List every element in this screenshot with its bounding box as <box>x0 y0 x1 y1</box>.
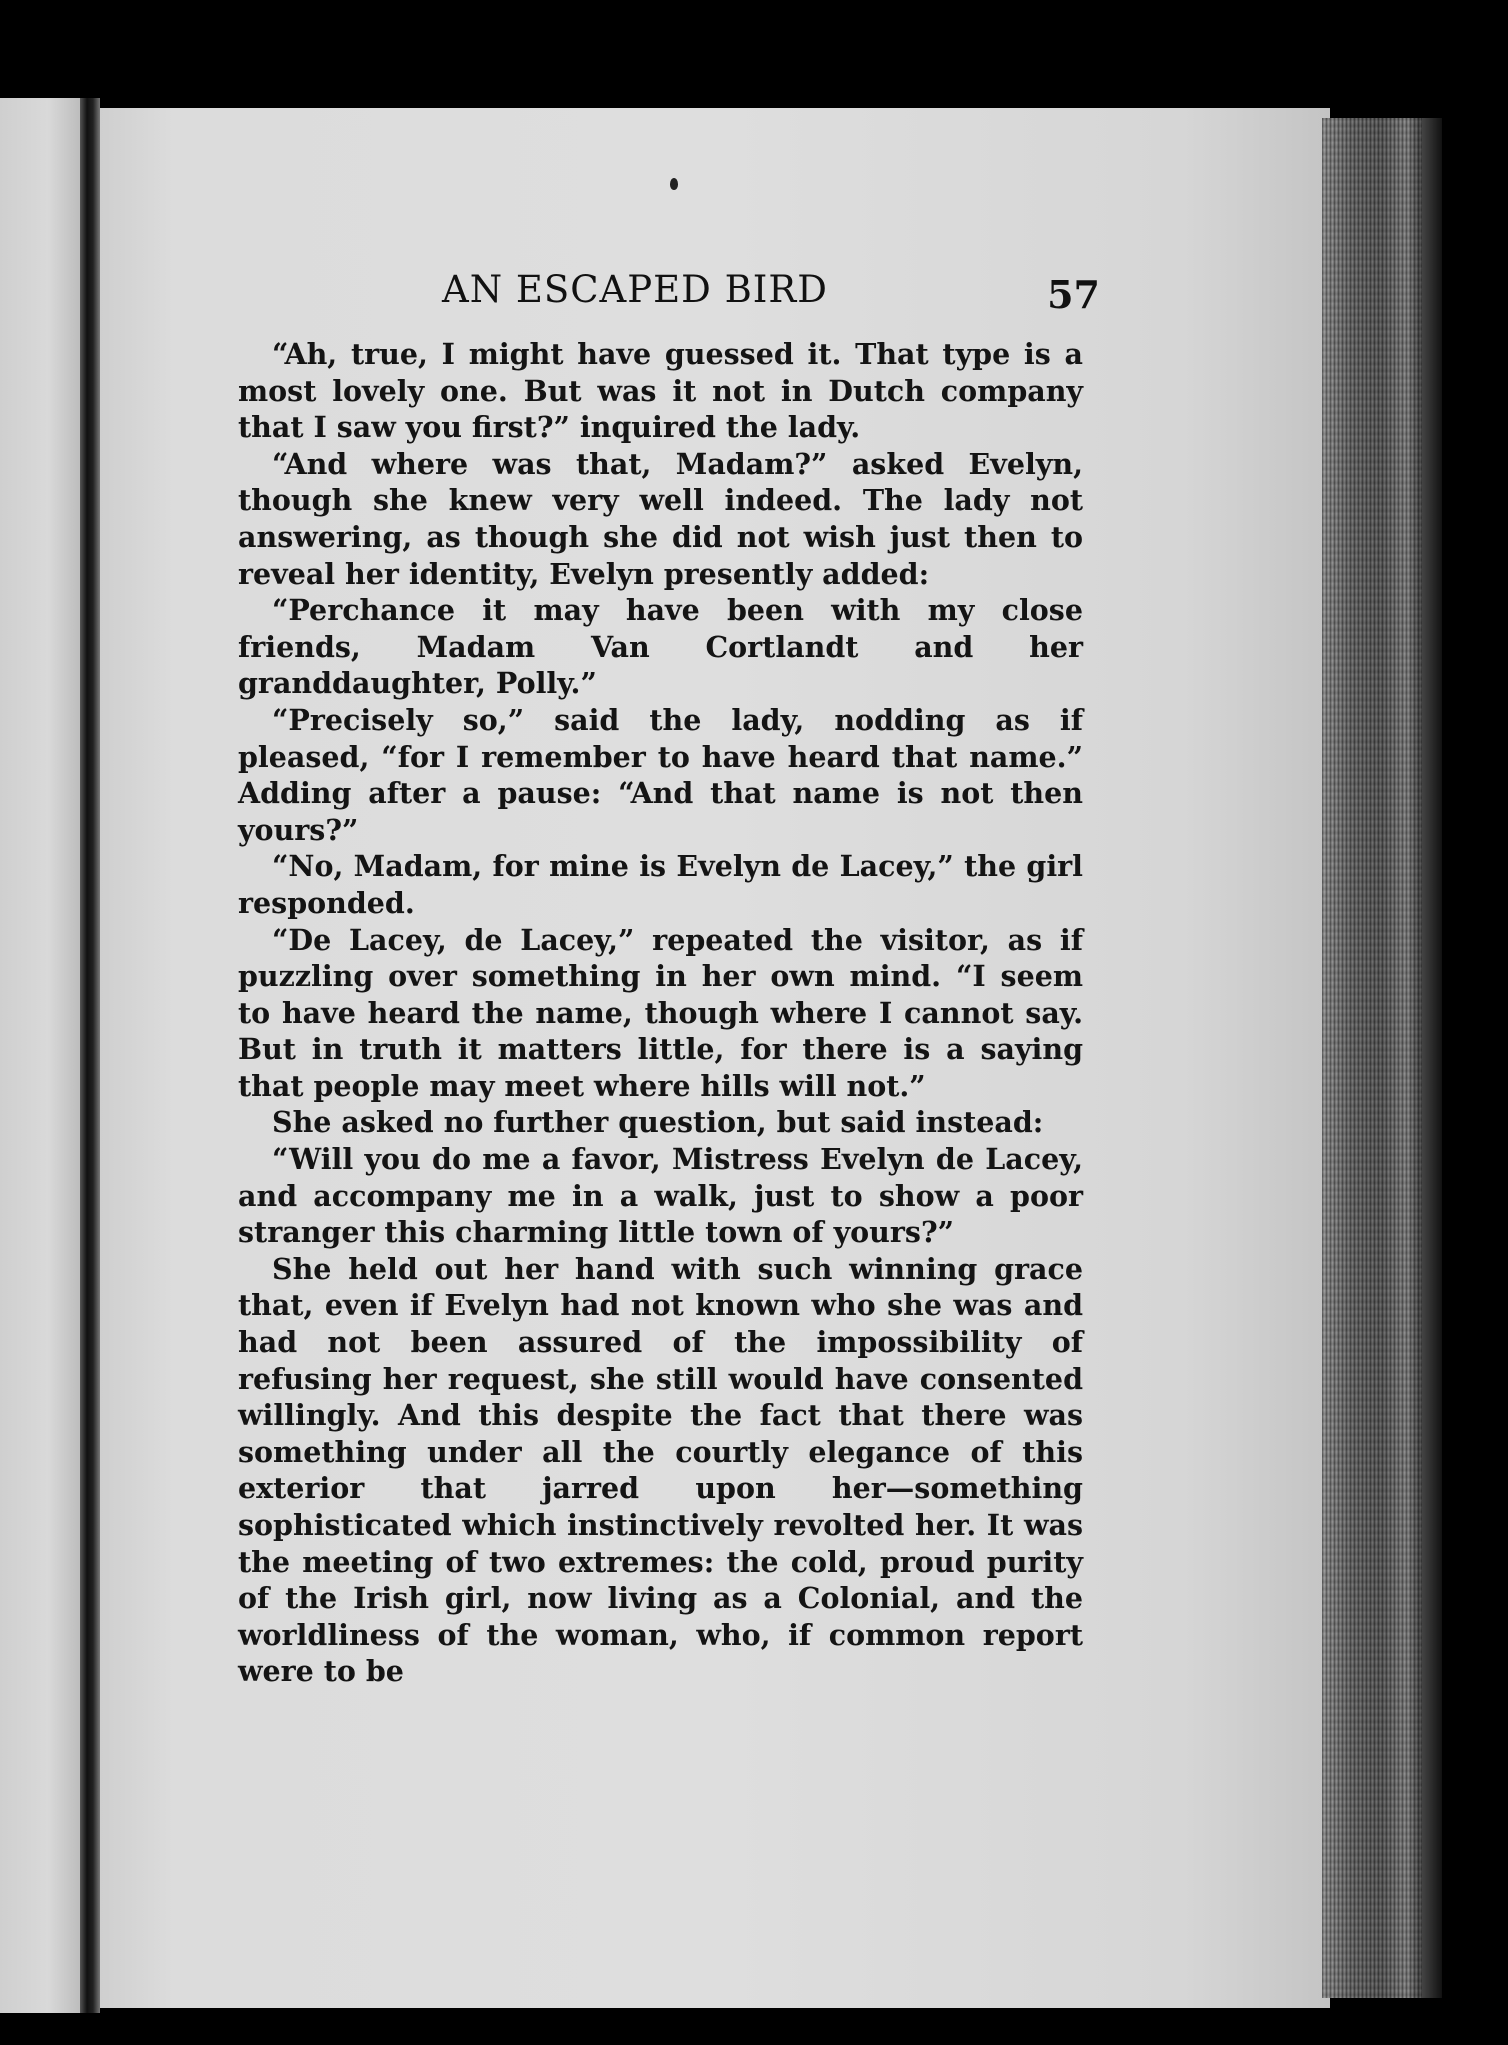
facing-page-edge <box>0 98 80 2013</box>
paragraph: “De Lacey, de Lacey,” repeated the visitor, as if puzzling over something in her own mind. “I seem to have heard the name, though where I cannot say. But in truth it matters little, for there is a saying that people may meet where hills will not.” <box>238 922 1083 1103</box>
paragraph: “And where was that, Madam?” asked Evelyn, though she knew very well indeed. The lady not answering, as though she did not wish just then to reveal her identity, Evelyn presently added: <box>238 446 1083 591</box>
page-fore-edge <box>1322 118 1422 1998</box>
paragraph: “Precisely so,” said the lady, nodding as if pleased, “for I remember to have heard that name.” Adding after a pause: “And that name is not then yours?” <box>238 702 1083 847</box>
fore-edge-shadow <box>1422 118 1442 1998</box>
page-number: 57 <box>1047 272 1100 317</box>
ink-speck <box>670 178 678 190</box>
paragraph: “Perchance it may have been with my close friends, Madam Van Cortlandt and her granddaughter, Polly.” <box>238 593 1083 701</box>
paragraph: “Will you do me a favor, Mistress Evelyn de Lacey, and accompany me in a walk, just to show a poor stranger this charming little town of yours?” <box>238 1142 1083 1250</box>
book-gutter <box>80 98 100 2013</box>
paragraph: “Ah, true, I might have guessed it. That type is a most lovely one. But was it not in Dutch company that I saw you first?” inquired the lady. <box>238 337 1083 445</box>
running-head <box>240 268 1100 328</box>
running-title: AN ESCAPED BIRD <box>442 268 828 311</box>
paragraph: “No, Madam, for mine is Evelyn de Lacey,” the girl responded. <box>238 849 1083 920</box>
body-text <box>238 336 1083 1690</box>
paragraph: She held out her hand with such winning grace that, even if Evelyn had not known who she was and had not been assured of the impossibility of refusing her request, she still would have consented willingly. And this despite the fact that there was something under all the courtly elegance of this exterior that jarred upon her—something sophisticated which instinctively revolted her. It was the meeting of two extremes: the cold, proud purity of the Irish girl, now living as a Colonial, and the worldliness of the woman, who, if common report were to be <box>238 1251 1083 1689</box>
paragraph: She asked no further question, but said instead: <box>272 1105 1044 1140</box>
